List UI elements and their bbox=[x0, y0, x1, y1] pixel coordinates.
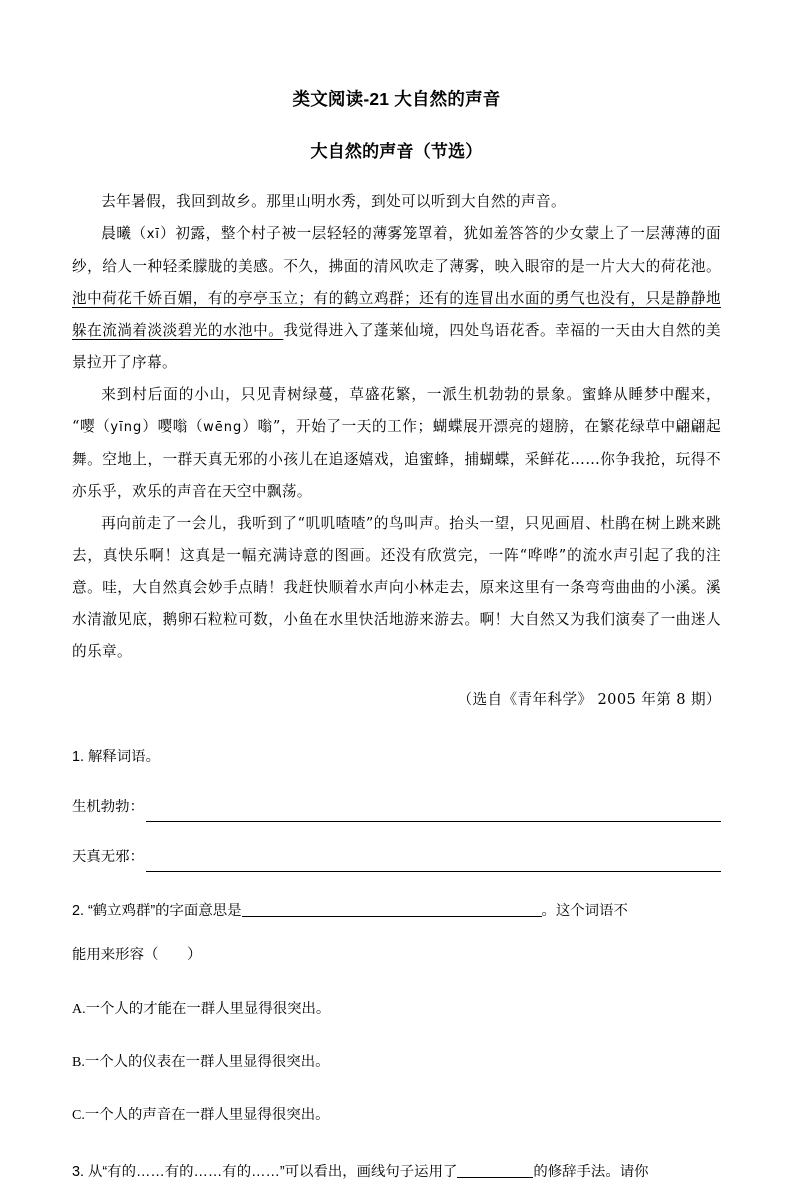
passage-title: 大自然的声音（节选） bbox=[310, 142, 483, 161]
choice-text-b: 一个人的仪表在一群人里显得很突出。 bbox=[84, 1054, 330, 1070]
question-3-text-part2: 的修辞手法。请你 bbox=[533, 1164, 649, 1180]
passage-paragraph-2 bbox=[72, 218, 721, 379]
question-2-choice-b[interactable] bbox=[72, 1025, 721, 1078]
answer-line-1[interactable] bbox=[146, 804, 721, 822]
paragraph-3-mid: ）嘤嗡（ bbox=[142, 418, 204, 435]
paragraph-3-lead: 来到村后面的小山，只见青树绿蔓，草盛花繁，一派生机勃勃的景象。蜜蜂从睡梦中醒来，“嘤（ bbox=[72, 386, 721, 435]
passage-paragraph-1: 去年暑假，我回到故乡。那里山明水秀，到处可以听到大自然的声音。 bbox=[101, 193, 566, 210]
question-2-stem bbox=[72, 872, 721, 928]
choice-label-c: C. bbox=[72, 1108, 85, 1123]
passage-paragraph-3 bbox=[72, 379, 721, 508]
pinyin-xi: xī bbox=[146, 227, 160, 242]
question-2-text-part1: 2. “鹤立鸡群”的字面意思是 bbox=[72, 903, 242, 919]
choice-label-b: B. bbox=[72, 1055, 85, 1070]
answer-line-2[interactable] bbox=[146, 854, 721, 872]
pinyin-ying: yīng bbox=[110, 420, 143, 435]
question-2-choice-c[interactable] bbox=[72, 1078, 721, 1131]
paragraph-2-lead: 晨曦（ bbox=[101, 225, 147, 242]
question-1-blank-1 bbox=[72, 772, 721, 822]
underlined-sentence: 池中荷花千娇百媚，有的亭亭玉立；有的鹤立鸡群；还有的连冒出水面的勇气也没有，只是静静地躲在流淌着淡淡碧光的水池中。 bbox=[72, 290, 721, 339]
pinyin-weng: wēng bbox=[203, 420, 243, 435]
question-2-text-part2: 。这个词语不 bbox=[541, 903, 628, 919]
question-1-stem: 1. 解释词语。 bbox=[72, 749, 160, 765]
paragraph-3-tail: ）嗡”，开始了一天的工作；蝴蝶展开漂亮的翅膀，在繁花绿草中翩翩起舞。空地上，一群天真无邪的小孩儿在追逐嬉戏，追蜜蜂，捕蝴蝶，采鲜花……你争我抢，玩得不亦乐乎，欢乐的声音在天空中飘荡。 bbox=[72, 418, 721, 500]
question-2-stem-continuation: 能用来形容（ ） bbox=[72, 947, 202, 963]
answer-line-4[interactable] bbox=[457, 1163, 533, 1178]
passage-source: （选自《青年科学》 2005 年第 8 期） bbox=[457, 691, 721, 708]
question-3-text-part1: 3. 从“有的……有的……有的……”可以看出，画线句子运用了 bbox=[72, 1164, 458, 1180]
passage-paragraph-4: 再向前走了一会儿，我听到了“叽叽喳喳”的鸟叫声。抬头一望，只见画眉、杜鹃在树上跳来跳去，真快乐啊！这真是一幅充满诗意的图画。还没有欣赏完，一阵“哗哗”的流水声引起了我的注意。哇，大自然真会妙手点睛！我赶快顺着水声向小林走去，原来这里有一条弯弯曲曲的小溪。溪水清澈见底，鹅卵石粒粒可数，小鱼在水里快活地游来游去。啊！大自然又为我们演奏了一曲迷人的乐章。 bbox=[72, 515, 721, 660]
question-3-stem bbox=[72, 1131, 721, 1189]
question-2-choice-a[interactable] bbox=[72, 972, 721, 1025]
paragraph-2-tail: 我觉得进入了蓬莱仙境，四处鸟语花香。幸福的一天由大自然的美景拉开了序幕。 bbox=[72, 322, 721, 371]
paragraph-2-mid: ）初露，整个村子被一层轻轻的薄雾笼罩着，犹如羞答答的少女蒙上了一层薄薄的面纱，给人一种轻柔朦胧的美感。不久，拂面的清风吹走了薄雾，映入眼帘的是一片大大的荷花池。 bbox=[72, 225, 722, 275]
term-label-tianzhenwuxie: 天真无邪： bbox=[72, 849, 144, 865]
passage-body bbox=[72, 186, 721, 716]
choice-text-c: 一个人的声音在一群人里显得很突出。 bbox=[84, 1107, 330, 1123]
page-content bbox=[72, 0, 721, 1189]
choice-text-a: 一个人的才能在一群人里显得很突出。 bbox=[85, 1001, 331, 1017]
page-title: 类文阅读-21 大自然的声音 bbox=[292, 89, 501, 109]
answer-line-3[interactable] bbox=[242, 901, 542, 917]
questions-section bbox=[72, 730, 721, 1189]
term-label-shengjibobo: 生机勃勃： bbox=[72, 799, 144, 815]
question-1-blank-2 bbox=[72, 822, 721, 872]
choice-label-a: A. bbox=[72, 1002, 86, 1017]
